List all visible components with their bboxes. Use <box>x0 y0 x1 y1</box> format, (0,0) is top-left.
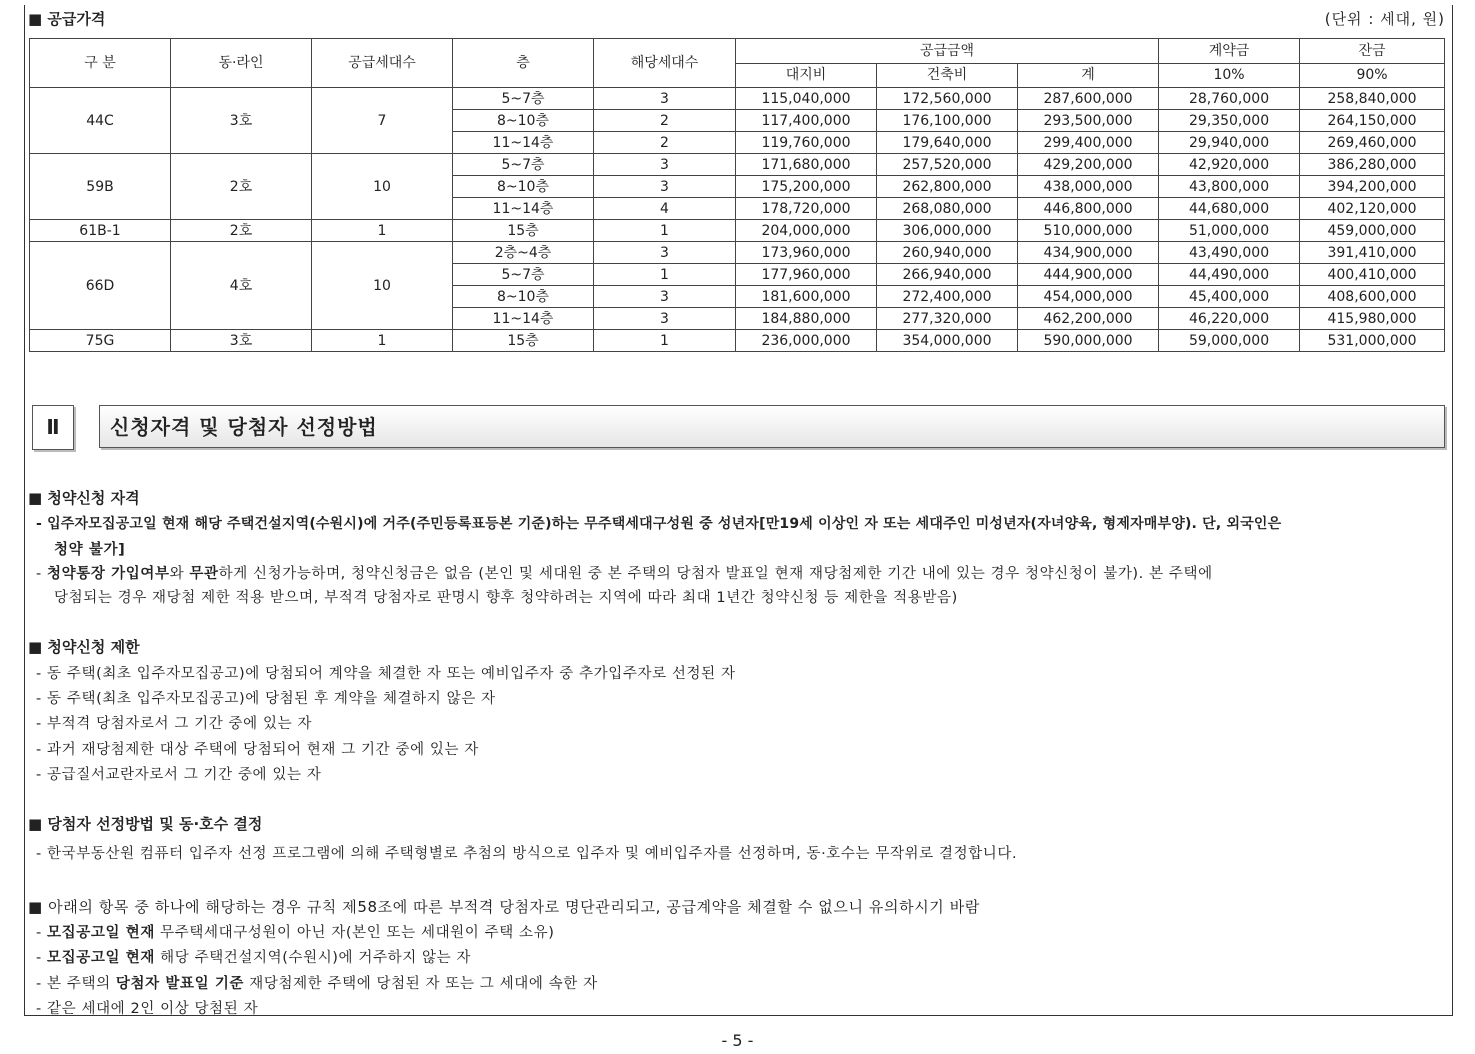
bold-text: 청약통장 가입여부 <box>47 566 170 582</box>
bold-text: 당첨자 발표일 기준 <box>115 976 245 992</box>
restriction-item: - 동 주택(최초 입주자모집공고)에 당첨된 후 계약을 체결하지 않은 자 <box>36 691 496 707</box>
unit-note: (단위 : 세대, 원) <box>1324 10 1445 28</box>
text: 재당첨제한 주택에 당첨된 자 또는 그 세대에 속한 자 <box>244 976 598 992</box>
header-units: 해당세대수 <box>594 39 736 88</box>
cell-deposit: 59,000,000 <box>1159 330 1300 352</box>
cell-deposit: 51,000,000 <box>1159 220 1300 242</box>
cell-balance: 408,600,000 <box>1300 286 1445 308</box>
cell-total: 438,000,000 <box>1018 176 1159 198</box>
selection-item: - 한국부동산원 컴퓨터 입주자 선정 프로그램에 의해 주택형별로 추첨의 방식으로 입주자 및 예비입주자를 선정하며, 동·호수는 무작위로 결정합니다. <box>36 846 1018 862</box>
cell-balance: 269,460,000 <box>1300 132 1445 154</box>
eligibility-line-1: - 입주자모집공고일 현재 해당 주택건설지역(수원시)에 거주(주민등록표등본 기준)하는 무주택세대구성원 중 성년자[만19세 이상인 자 또는 세대주인 미성년자(자녀양육, 형제자매부양). 단, 외국인은 <box>36 516 1282 532</box>
cell-floor: 11~14층 <box>453 308 594 330</box>
cell-balance: 531,000,000 <box>1300 330 1445 352</box>
cell-deposit: 46,220,000 <box>1159 308 1300 330</box>
disqualify-item-1 <box>36 921 555 942</box>
header-total: 계 <box>1018 63 1159 88</box>
eligibility-heading: ■ 청약신청 자격 <box>28 489 140 507</box>
cell-supply-units: 1 <box>312 220 453 242</box>
header-balance: 잔금 <box>1300 39 1445 64</box>
disqualify-item-4: - 같은 세대에 2인 이상 당첨된 자 <box>36 1001 259 1017</box>
cell-land: 171,680,000 <box>736 154 877 176</box>
supply-price-table <box>29 38 1445 352</box>
header-type: 구 분 <box>30 39 171 88</box>
cell-deposit: 44,490,000 <box>1159 264 1300 286</box>
cell-deposit: 43,800,000 <box>1159 176 1300 198</box>
cell-type: 44C <box>30 88 171 154</box>
cell-units: 3 <box>594 242 736 264</box>
table-row <box>30 242 1445 264</box>
text: 와 <box>169 566 190 582</box>
disqualify-item-2 <box>36 946 471 967</box>
cell-total: 446,800,000 <box>1018 198 1159 220</box>
cell-balance: 386,280,000 <box>1300 154 1445 176</box>
cell-type: 75G <box>30 330 171 352</box>
cell-land: 177,960,000 <box>736 264 877 286</box>
dash: - <box>36 925 48 941</box>
eligibility-line-1b: 청약 불가] <box>54 542 126 558</box>
cell-total: 293,500,000 <box>1018 110 1159 132</box>
cell-balance: 258,840,000 <box>1300 88 1445 110</box>
table-row <box>30 330 1445 352</box>
cell-dong-line: 3호 <box>171 88 312 154</box>
cell-units: 3 <box>594 176 736 198</box>
cell-total: 299,400,000 <box>1018 132 1159 154</box>
table-row <box>30 154 1445 176</box>
cell-building: 277,320,000 <box>877 308 1018 330</box>
cell-building: 260,940,000 <box>877 242 1018 264</box>
cell-building: 266,940,000 <box>877 264 1018 286</box>
header-dong-line: 동·라인 <box>171 39 312 88</box>
section-title: 신청자격 및 당첨자 선정방법 <box>99 405 1445 448</box>
cell-balance: 402,120,000 <box>1300 198 1445 220</box>
header-land: 대지비 <box>736 63 877 88</box>
cell-building: 176,100,000 <box>877 110 1018 132</box>
supply-price-title: ■ 공급가격 <box>28 10 106 28</box>
cell-land: 184,880,000 <box>736 308 877 330</box>
cell-floor: 8~10층 <box>453 110 594 132</box>
page-number: - 5 - <box>721 1031 754 1050</box>
cell-balance: 459,000,000 <box>1300 220 1445 242</box>
cell-building: 172,560,000 <box>877 88 1018 110</box>
cell-building: 272,400,000 <box>877 286 1018 308</box>
cell-building: 268,080,000 <box>877 198 1018 220</box>
restriction-item: - 부적격 당첨자로서 그 기간 중에 있는 자 <box>36 716 313 732</box>
header-supply-units: 공급세대수 <box>312 39 453 88</box>
cell-land: 204,000,000 <box>736 220 877 242</box>
cell-supply-units: 7 <box>312 88 453 154</box>
header-floor: 층 <box>453 39 594 88</box>
cell-units: 3 <box>594 308 736 330</box>
cell-floor: 11~14층 <box>453 198 594 220</box>
dash: - <box>36 566 48 582</box>
cell-land: 175,200,000 <box>736 176 877 198</box>
cell-supply-units: 1 <box>312 330 453 352</box>
cell-dong-line: 2호 <box>171 220 312 242</box>
cell-type: 66D <box>30 242 171 330</box>
cell-balance: 394,200,000 <box>1300 176 1445 198</box>
text: - 본 주택의 <box>36 976 116 992</box>
cell-floor: 15층 <box>453 220 594 242</box>
header-building: 건축비 <box>877 63 1018 88</box>
cell-total: 434,900,000 <box>1018 242 1159 264</box>
cell-deposit: 45,400,000 <box>1159 286 1300 308</box>
table-row <box>30 88 1445 110</box>
cell-dong-line: 2호 <box>171 154 312 220</box>
cell-units: 2 <box>594 132 736 154</box>
cell-total: 444,900,000 <box>1018 264 1159 286</box>
dash: - <box>36 950 48 966</box>
section-number: Ⅱ <box>32 405 74 450</box>
cell-balance: 264,150,000 <box>1300 110 1445 132</box>
cell-building: 354,000,000 <box>877 330 1018 352</box>
header-supply-amount: 공급금액 <box>736 39 1159 64</box>
cell-building: 262,800,000 <box>877 176 1018 198</box>
cell-balance: 400,410,000 <box>1300 264 1445 286</box>
cell-land: 117,400,000 <box>736 110 877 132</box>
table-row <box>30 220 1445 242</box>
cell-units: 3 <box>594 88 736 110</box>
cell-land: 178,720,000 <box>736 198 877 220</box>
cell-deposit: 42,920,000 <box>1159 154 1300 176</box>
cell-dong-line: 4호 <box>171 242 312 330</box>
cell-floor: 5~7층 <box>453 88 594 110</box>
cell-deposit: 43,490,000 <box>1159 242 1300 264</box>
cell-units: 3 <box>594 286 736 308</box>
cell-total: 454,000,000 <box>1018 286 1159 308</box>
cell-building: 257,520,000 <box>877 154 1018 176</box>
restriction-item: - 동 주택(최초 입주자모집공고)에 당첨되어 계약을 체결한 자 또는 예비입주자 중 추가입주자로 선정된 자 <box>36 666 736 682</box>
disqualify-item-3 <box>36 972 598 993</box>
cell-deposit: 29,350,000 <box>1159 110 1300 132</box>
cell-supply-units: 10 <box>312 154 453 220</box>
cell-dong-line: 3호 <box>171 330 312 352</box>
cell-units: 1 <box>594 330 736 352</box>
cell-type: 61B-1 <box>30 220 171 242</box>
cell-type: 59B <box>30 154 171 220</box>
cell-deposit: 44,680,000 <box>1159 198 1300 220</box>
bold-text: 무관 <box>189 566 219 582</box>
cell-total: 510,000,000 <box>1018 220 1159 242</box>
bold-text: 모집공고일 현재 <box>47 950 155 966</box>
restriction-item: - 공급질서교란자로서 그 기간 중에 있는 자 <box>36 767 322 783</box>
cell-floor: 5~7층 <box>453 154 594 176</box>
cell-floor: 15층 <box>453 330 594 352</box>
cell-land: 119,760,000 <box>736 132 877 154</box>
cell-units: 2 <box>594 110 736 132</box>
eligibility-line-2 <box>36 562 1213 583</box>
cell-floor: 2층~4층 <box>453 242 594 264</box>
price-table-body <box>30 88 1445 352</box>
cell-balance: 391,410,000 <box>1300 242 1445 264</box>
cell-units: 4 <box>594 198 736 220</box>
restriction-heading: ■ 청약신청 제한 <box>28 638 140 656</box>
text: 무주택세대구성원이 아닌 자(본인 또는 세대원이 주택 소유) <box>154 925 555 941</box>
text: 해당 주택건설지역(수원시)에 거주하지 않는 자 <box>154 950 472 966</box>
cell-total: 590,000,000 <box>1018 330 1159 352</box>
cell-floor: 8~10층 <box>453 286 594 308</box>
cell-units: 3 <box>594 154 736 176</box>
cell-total: 462,200,000 <box>1018 308 1159 330</box>
cell-floor: 8~10층 <box>453 176 594 198</box>
text: 하게 신청가능하며, 청약신청금은 없음 (본인 및 세대원 중 본 주택의 당첨자 발표일 현재 재당첨제한 기간 내에 있는 경우 청약신청이 불가). 본 주택에 <box>218 566 1213 582</box>
disqualify-heading: ■ 아래의 항목 중 하나에 해당하는 경우 규칙 제58조에 따른 부적격 당첨자로 명단관리되고, 공급계약을 체결할 수 없으니 유의하시기 바람 <box>28 898 980 916</box>
cell-floor: 5~7층 <box>453 264 594 286</box>
cell-land: 181,600,000 <box>736 286 877 308</box>
cell-deposit: 29,940,000 <box>1159 132 1300 154</box>
header-deposit-pct: 10% <box>1159 63 1300 88</box>
cell-land: 173,960,000 <box>736 242 877 264</box>
header-deposit: 계약금 <box>1159 39 1300 64</box>
cell-land: 115,040,000 <box>736 88 877 110</box>
cell-building: 179,640,000 <box>877 132 1018 154</box>
cell-units: 1 <box>594 264 736 286</box>
section-2-header <box>32 405 1447 450</box>
cell-land: 236,000,000 <box>736 330 877 352</box>
restriction-item: - 과거 재당첨제한 대상 주택에 당첨되어 현재 그 기간 중에 있는 자 <box>36 742 479 758</box>
cell-balance: 415,980,000 <box>1300 308 1445 330</box>
selection-heading: ■ 당첨자 선정방법 및 동·호수 결정 <box>28 815 263 833</box>
bold-text: 모집공고일 현재 <box>47 925 155 941</box>
cell-units: 1 <box>594 220 736 242</box>
cell-total: 287,600,000 <box>1018 88 1159 110</box>
eligibility-line-3: 당첨되는 경우 재당첨 제한 적용 받으며, 부적격 당첨자로 판명시 향후 청약하려는 지역에 따라 최대 1년간 청약신청 등 제한을 적용받음) <box>54 590 958 606</box>
cell-deposit: 28,760,000 <box>1159 88 1300 110</box>
cell-floor: 11~14층 <box>453 132 594 154</box>
cell-total: 429,200,000 <box>1018 154 1159 176</box>
cell-supply-units: 10 <box>312 242 453 330</box>
header-balance-pct: 90% <box>1300 63 1445 88</box>
cell-building: 306,000,000 <box>877 220 1018 242</box>
